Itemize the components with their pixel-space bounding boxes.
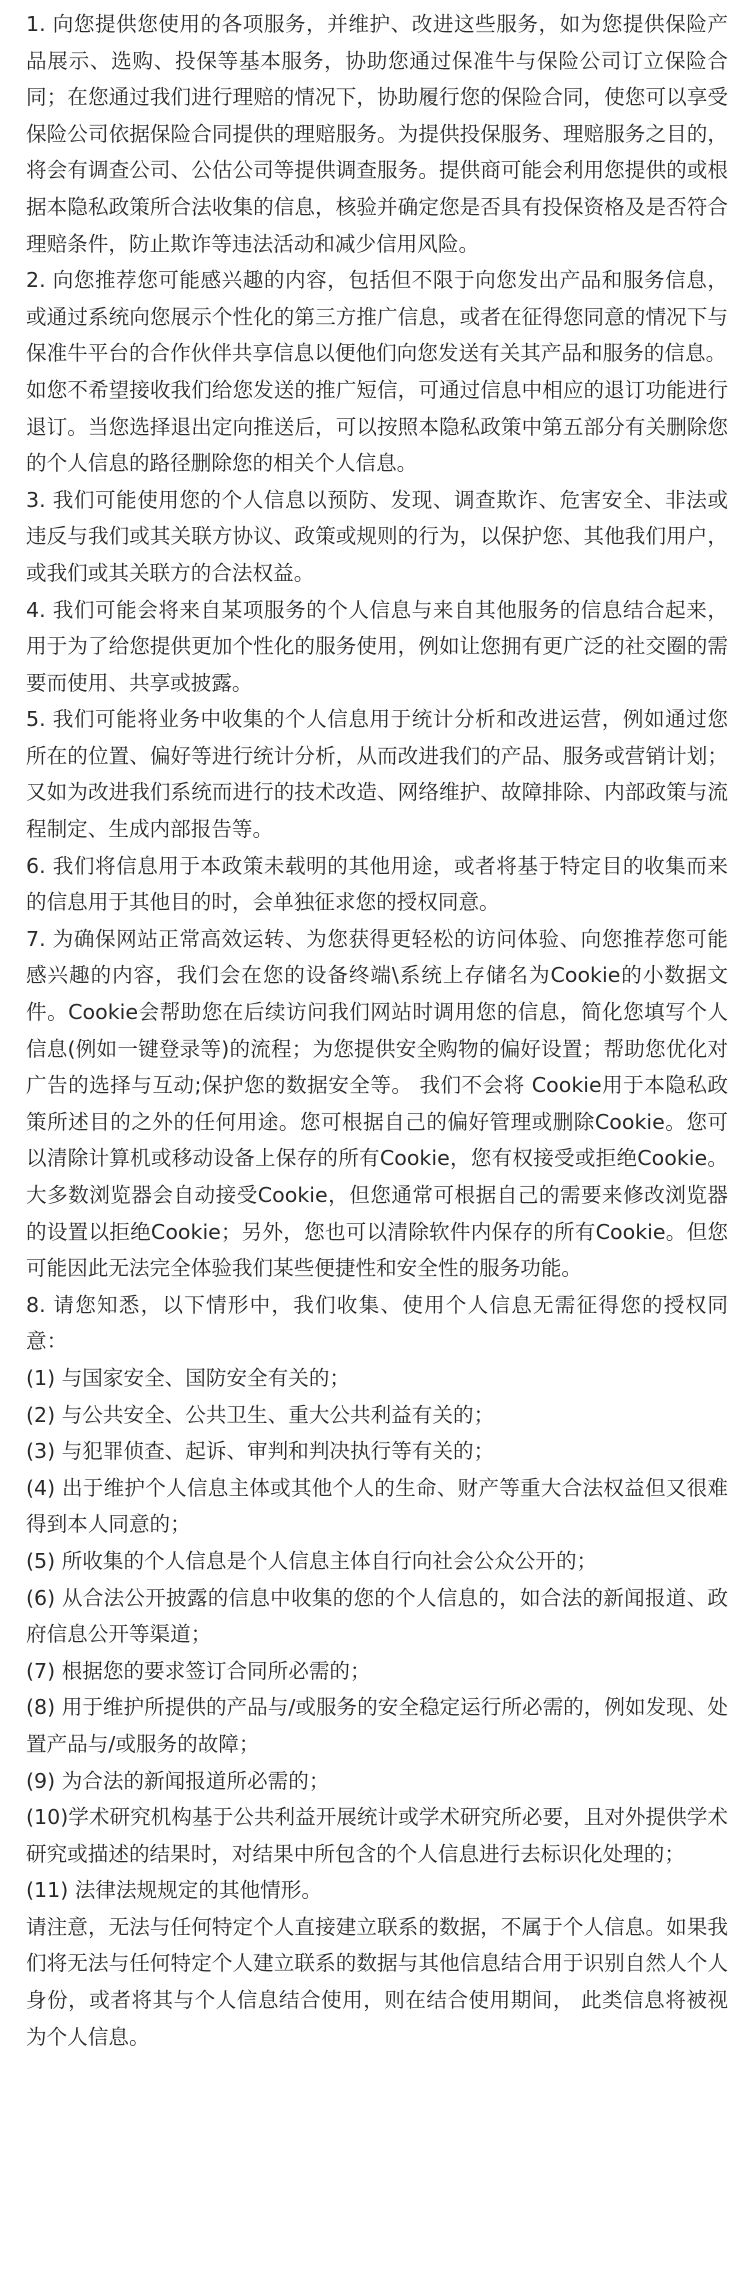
paragraph-3: 如您不希望接收我们给您发送的推广短信，可通过信息中相应的退订功能进行退订。当您选择退出定向推送后，可以按照本隐私政策中第五部分有关删除您的个人信息的路径删除您的相关个人信息。 bbox=[26, 377, 728, 476]
paragraph-7: 6. 我们将信息用于本政策未载明的其他用途，或者将基于特定目的收集而来的信息用于其他目的时，会单独征求您的授权同意。 bbox=[26, 853, 728, 915]
list-item-7: (7) 根据您的要求签订合同所必需的； bbox=[26, 1658, 371, 1683]
paragraph-9: 8. 请您知悉，以下情形中，我们收集、使用个人信息无需征得您的授权同意： bbox=[26, 1292, 728, 1354]
list-item-11: (11) 法律法规规定的其他情形。 bbox=[26, 1878, 322, 1903]
paragraph-8: 7. 为确保网站正常高效运转、为您获得更轻松的访问体验、向您推荐您可能感兴趣的内容，我们会在您的设备终端\系统上存储名为Cookie的小数据文件。Cookie会帮助您在后续访问我们网站时调用您的信息，简化您填写个人信息(例如一键登录等)的流程；为您提供安全购物的偏好设置；帮助您优化对广告的选择与互动;保护您的数据安全等。 我们不会将 Cookie用于本隐私政策所述目的之外的任何用途。您可根据自己的偏好管理或删除Cookie。您可以清除计算机或移动设备上保存的所有Cookie，您有权接受或拒绝Cookie。大多数浏览器会自动接受Cookie，但您通常可根据自己的需要来修改浏览器的设置以拒绝Cookie；另外，您也可以清除软件内保存的所有Cookie。但您可能因此无法完全体验我们某些便捷性和安全性的服务功能。 bbox=[26, 926, 728, 1281]
list-item-8: (8) 用于维护所提供的产品与/或服务的安全稳定运行所必需的，例如发现、处置产品与/或服务的故障； bbox=[26, 1695, 728, 1756]
list-item-9: (9) 为合法的新闻报道所必需的； bbox=[26, 1768, 330, 1793]
paragraph-1: 1. 向您提供您使用的各项服务，并维护、改进这些服务，如为您提供保险产品展示、选购、投保等基本服务，协助您通过保准牛与保险公司订立保险合同；在您通过我们进行理赔的情况下，协助履行您的保险合同，使您可以享受保险公司依据保险合同提供的理赔服务。为提供投保服务、理赔服务之目的，将会有调查公司、公估公司等提供调查服务。提供商可能会利用您提供的或根据本隐私政策所合法收集的信息，核验并确定您是否具有投保资格及是否符合理赔条件，防止欺诈等违法活动和减少信用风险。 bbox=[26, 12, 728, 256]
list-item-3: (3) 与犯罪侦查、起诉、审判和判决执行等有关的； bbox=[26, 1439, 495, 1464]
paragraph-4: 3. 我们可能使用您的个人信息以预防、发现、调查欺诈、危害安全、非法或违反与我们或其关联方协议、政策或规则的行为，以保护您、其他我们用户，或我们或其关联方的合法权益。 bbox=[26, 487, 728, 585]
list-item-1: (1) 与国家安全、国防安全有关的； bbox=[26, 1365, 351, 1390]
paragraph-6: 5. 我们可能将业务中收集的个人信息用于统计分析和改进运营，例如通过您所在的位置、偏好等进行统计分析，从而改进我们的产品、服务或营销计划；又如为改进我们系统而进行的技术改造、网络维护、故障排除、内部政策与流程制定、生成内部报告等。 bbox=[26, 707, 728, 842]
list-item-4: (4) 出于维护个人信息主体或其他个人的生命、财产等重大合法权益但又很难得到本人同意的； bbox=[26, 1475, 728, 1537]
list-item-10: (10)学术研究机构基于公共利益开展统计或学术研究所必要，且对外提供学术研究或描述的结果时，对结果中所包含的个人信息进行去标识化处理的； bbox=[26, 1805, 728, 1866]
paragraph-5: 4. 我们可能会将来自某项服务的个人信息与来自其他服务的信息结合起来，用于为了给您提供更加个性化的服务使用，例如让您拥有更广泛的社交圈的需要而使用、共享或披露。 bbox=[26, 597, 728, 695]
list-item-2: (2) 与公共安全、公共卫生、重大公共利益有关的； bbox=[26, 1402, 495, 1427]
list-item-6: (6) 从合法公开披露的信息中收集的您的个人信息的，如合法的新闻报道、政府信息公开等渠道； bbox=[26, 1585, 728, 1647]
paragraph-2: 2. 向您推荐您可能感兴趣的内容，包括但不限于向您发出产品和服务信息，或通过系统向您展示个性化的第三方推广信息，或者在征得您同意的情况下与保准牛平台的合作伙伴共享信息以便他们向您发送有关其产品和服务的信息。 bbox=[26, 268, 728, 366]
closing-note: 请注意，无法与任何特定个人直接建立联系的数据，不属于个人信息。如果我们将无法与任何特定个人建立联系的数据与其他信息结合用于识别自然人个人身份，或者将其与个人信息结合使用，则在结合使用期间， 此类信息将被视为个人信息。 bbox=[26, 1914, 728, 2049]
list-item-5: (5) 所收集的个人信息是个人信息主体自行向社会公众公开的； bbox=[26, 1548, 598, 1573]
